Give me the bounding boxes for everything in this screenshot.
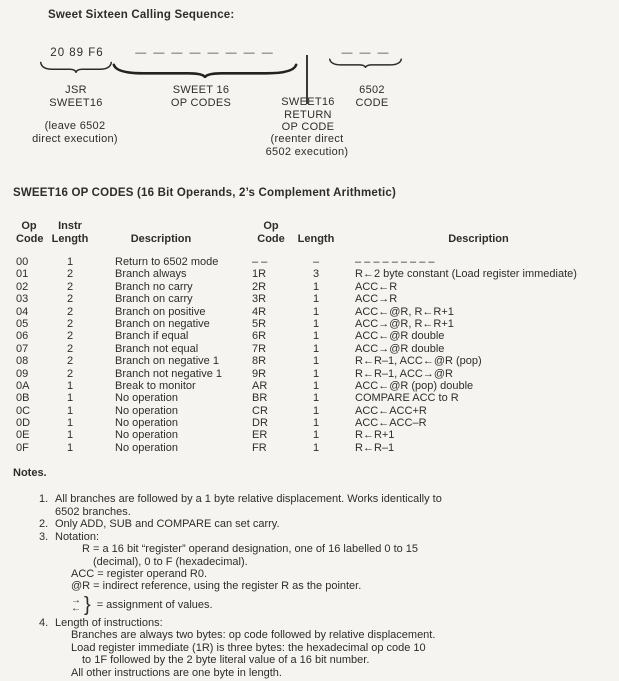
underbrace-code — [329, 58, 402, 68]
cell-op-code: 02 — [16, 280, 29, 293]
cell-length-2: 1 — [312, 429, 320, 442]
label-opcodes-line1: SWEET 16 — [172, 84, 230, 96]
cell-op-code-2: 1R — [252, 268, 267, 281]
table-row — [0, 318, 619, 330]
cell-instr-length: 2 — [66, 268, 74, 281]
cell-length-2: 1 — [312, 404, 320, 417]
note-text: Length of instructions: — [55, 616, 163, 629]
cell-instr-length: 1 — [66, 441, 74, 454]
cell-op-code-2: 4R — [252, 305, 267, 318]
cell-description: Branch not equal — [115, 342, 199, 355]
label-return-line2: RETURN — [284, 108, 332, 121]
cell-op-code: 0C — [16, 404, 31, 417]
cell-description: Break to monitor — [115, 379, 196, 392]
cell-description-2: ACC←@R (pop) double — [355, 379, 474, 392]
cell-op-code: 05 — [16, 317, 29, 330]
cell-op-code: 06 — [16, 330, 29, 343]
cell-description-2: COMPARE ACC to R — [355, 392, 459, 405]
cell-instr-length: 1 — [66, 429, 74, 442]
note-lines — [0, 493, 619, 679]
note-line — [0, 568, 619, 580]
table-row — [0, 368, 619, 380]
arrow-left-icon: ← — [71, 602, 81, 614]
cell-description: Branch no carry — [115, 280, 193, 293]
note-number — [39, 629, 55, 641]
cell-op-code: 09 — [16, 367, 29, 380]
cell-description-2: ACC→@R, R←R+1 — [355, 317, 454, 330]
cell-op-code-2: CR — [252, 404, 268, 417]
cell-length-2: 1 — [312, 342, 320, 355]
opcode-table — [0, 220, 619, 454]
note-line — [0, 667, 619, 679]
cell-description: Branch always — [115, 268, 187, 281]
note-line — [0, 642, 619, 654]
label-jsr — [40, 84, 112, 109]
note-line — [0, 654, 619, 666]
note-text: Only ADD, SUB and COMPARE can set carry. — [55, 518, 280, 531]
table-row — [0, 343, 619, 355]
cell-description: Return to 6502 mode — [115, 256, 219, 268]
note-number — [39, 506, 55, 518]
cell-description-2: ACC←@R double — [355, 330, 445, 343]
label-jsr-line2: SWEET16 — [49, 96, 103, 109]
note-leave-line2: direct execution) — [32, 132, 118, 145]
note-number — [39, 580, 55, 592]
cell-length-2: 1 — [312, 317, 320, 330]
cell-op-code: 00 — [16, 256, 29, 268]
cell-instr-length: 2 — [66, 293, 74, 306]
note-line — [0, 506, 619, 518]
assignment-text: = assignment of values. — [96, 598, 213, 611]
table-row — [0, 293, 619, 305]
cell-op-code-2: 9R — [252, 367, 267, 380]
cell-op-code: 01 — [16, 268, 29, 281]
assignment-brace-icon: } — [84, 593, 91, 616]
assignment-arrows — [71, 594, 81, 614]
table-row — [0, 306, 619, 318]
arrow-right-icon: → — [71, 594, 81, 606]
note-number — [39, 667, 55, 679]
cell-instr-length: 1 — [66, 379, 74, 392]
label-return-line3: OP CODE — [281, 121, 335, 133]
note-number — [39, 642, 55, 654]
table-row — [0, 380, 619, 392]
cell-instr-length: 2 — [66, 342, 74, 355]
cell-op-code: 0E — [16, 429, 30, 442]
cell-description: Branch if equal — [115, 330, 189, 343]
cell-op-code-2: BR — [252, 392, 268, 405]
doc-title: Sweet Sixteen Calling Sequence: — [48, 9, 235, 21]
cell-op-code-2: AR — [252, 379, 268, 392]
cell-length-2: 1 — [312, 417, 320, 430]
note-reenter-line2: 6502 execution) — [265, 145, 349, 158]
cell-description-2: – – – – – – – – – — [355, 256, 435, 268]
note-line — [0, 629, 619, 641]
cell-description-2: R←2 byte constant (Load register immediate) — [355, 268, 577, 281]
table-row — [0, 405, 619, 417]
cell-instr-length: 2 — [66, 367, 74, 380]
cell-length-2: 3 — [312, 268, 320, 281]
label-6502-line2: CODE — [355, 96, 389, 109]
cell-op-code: 08 — [16, 355, 29, 368]
note-leave-6502 — [18, 120, 132, 145]
cell-op-code: 0F — [16, 441, 29, 454]
note-text: ACC = register operand R0. — [71, 567, 208, 580]
cell-length-2: – — [312, 256, 320, 268]
cell-op-code: 03 — [16, 293, 29, 306]
header-op-code-2: Op Code — [257, 220, 285, 245]
label-6502-code — [342, 84, 402, 109]
note-text: Load register immediate (1R) is three bytes: the hexadecimal op code 10 — [71, 641, 426, 654]
cell-op-code-2: FR — [252, 441, 267, 454]
cell-description-2: ACC→R — [355, 293, 398, 306]
note-text: 6502 branches. — [55, 505, 131, 518]
note-leave-line1: (leave 6502 — [44, 120, 106, 132]
cell-op-code-2: – – — [252, 256, 268, 268]
assignment-notation — [0, 593, 619, 617]
note-number — [39, 543, 55, 555]
cell-op-code: 07 — [16, 342, 29, 355]
cell-op-code-2: 7R — [252, 342, 267, 355]
cell-instr-length: 1 — [66, 392, 74, 405]
cell-op-code: 0A — [16, 379, 30, 392]
note-number — [39, 654, 55, 666]
cell-instr-length: 1 — [66, 417, 74, 430]
cell-description: Branch on negative — [115, 317, 210, 330]
cell-description-2: ACC←ACC–R — [355, 417, 427, 430]
note-number: 3. — [39, 530, 49, 543]
note-line — [0, 518, 619, 530]
cell-length-2: 1 — [312, 441, 320, 454]
cell-length-2: 1 — [312, 392, 320, 405]
cell-description: No operation — [115, 417, 178, 430]
note-text: R = a 16 bit “register” operand designation, one of 16 labelled 0 to 15 — [82, 543, 419, 556]
cell-description: Branch on negative 1 — [115, 355, 219, 368]
notes-section — [0, 467, 619, 679]
table-row — [0, 268, 619, 280]
note-text: @R = indirect reference, using the register R as the pointer. — [71, 580, 362, 593]
label-return-line1: SWEET16 — [281, 96, 335, 108]
cell-length-2: 1 — [312, 305, 320, 318]
table-row — [0, 429, 619, 441]
cell-op-code: 0B — [16, 392, 30, 405]
cell-instr-length: 2 — [66, 330, 74, 343]
header-instr-length: Instr Length — [51, 220, 89, 245]
table-row — [0, 330, 619, 342]
header-op-code: Op Code — [16, 220, 44, 245]
label-jsr-line1: JSR — [65, 84, 87, 96]
underbrace-opcodes — [112, 63, 298, 78]
cell-instr-length: 2 — [66, 305, 74, 318]
cell-instr-length: 2 — [66, 317, 74, 330]
cell-description: No operation — [115, 441, 178, 454]
cell-op-code-2: 6R — [252, 330, 267, 343]
note-text: All branches are followed by a 1 byte relative displacement. Works identically to — [55, 493, 442, 506]
cell-op-code-2: 2R — [252, 280, 267, 293]
cell-description-2: R←R–1 — [355, 441, 395, 454]
cell-instr-length: 1 — [66, 256, 74, 268]
header-length-2: Length — [297, 232, 335, 245]
cell-length-2: 1 — [312, 367, 320, 380]
cell-description-2: ACC→@R double — [355, 342, 445, 355]
table-row — [0, 355, 619, 367]
table-row — [0, 256, 619, 268]
note-reenter-6502 — [250, 133, 364, 158]
note-reenter-line1: (reenter direct — [270, 133, 344, 145]
label-sweet16-return — [269, 96, 347, 134]
note-text: to 1F followed by the 2 byte literal value of a 16 bit number. — [82, 654, 370, 667]
calling-sequence-diagram — [0, 45, 619, 180]
table-title: SWEET16 OP CODES (16 Bit Operands, 2’s Complement Arithmetic) — [13, 187, 397, 199]
cell-length-2: 1 — [312, 280, 320, 293]
table-row — [0, 417, 619, 429]
cell-description: No operation — [115, 429, 178, 442]
cell-instr-length: 1 — [66, 404, 74, 417]
header-description: Description — [130, 232, 192, 245]
cell-length-2: 1 — [312, 379, 320, 392]
table-row — [0, 442, 619, 454]
cell-description: No operation — [115, 392, 178, 405]
label-opcodes-line2: OP CODES — [170, 96, 232, 109]
cell-length-2: 1 — [312, 355, 320, 368]
note-line — [0, 580, 619, 592]
cell-op-code-2: 5R — [252, 317, 267, 330]
note-text: Branches are always two bytes: op code followed by relative displacement. — [71, 629, 436, 642]
cell-instr-length: 2 — [66, 280, 74, 293]
note-number: 1. — [39, 493, 49, 506]
note-text: (decimal), 0 to F (hexadecimal). — [93, 555, 248, 568]
notes-heading: Notes. — [13, 467, 47, 480]
cell-description-2: R←R+1 — [355, 429, 395, 442]
note-line — [0, 493, 619, 505]
cell-op-code: 0D — [16, 417, 31, 430]
note-number: 2. — [39, 518, 49, 531]
note-number — [39, 556, 55, 568]
cell-length-2: 1 — [312, 293, 320, 306]
note-line — [0, 543, 619, 555]
cell-description: Branch on positive — [115, 305, 206, 318]
note-line — [0, 617, 619, 629]
opcode-bytes-dashes: — — — — — — — — — [135, 47, 275, 59]
cell-description: Branch not negative 1 — [115, 367, 223, 380]
note-number: 4. — [39, 616, 49, 629]
cell-op-code-2: DR — [252, 417, 268, 430]
cell-op-code-2: ER — [252, 429, 268, 442]
note-text: Notation: — [55, 530, 100, 543]
table-row — [0, 392, 619, 404]
cell-description-2: R←R–1, ACC←@R (pop) — [355, 355, 482, 368]
jsr-bytes: 20 89 F6 — [50, 47, 104, 59]
label-sweet16-opcodes — [158, 84, 244, 109]
table-header — [0, 220, 619, 245]
note-text: All other instructions are one byte in length. — [71, 666, 282, 679]
cell-description-2: ACC←R — [355, 280, 398, 293]
cell-op-code: 04 — [16, 305, 29, 318]
label-6502-line1: 6502 — [359, 84, 385, 96]
table-row — [0, 281, 619, 293]
note-line — [0, 531, 619, 543]
cell-op-code-2: 3R — [252, 293, 267, 306]
cell-description-2: ACC←ACC+R — [355, 404, 427, 417]
cell-instr-length: 2 — [66, 355, 74, 368]
code-bytes-dashes: — — — — [341, 47, 391, 59]
cell-description: No operation — [115, 404, 178, 417]
underbrace-jsr — [40, 61, 112, 73]
cell-op-code-2: 8R — [252, 355, 267, 368]
cell-description-2: R←R–1, ACC→@R — [355, 367, 453, 380]
header-description-2: Description — [448, 232, 509, 245]
table-rows — [0, 256, 619, 454]
note-number — [39, 568, 55, 580]
cell-description: Branch on carry — [115, 293, 193, 306]
note-line — [0, 556, 619, 568]
cell-length-2: 1 — [312, 330, 320, 343]
cell-description-2: ACC←@R, R←R+1 — [355, 305, 454, 318]
